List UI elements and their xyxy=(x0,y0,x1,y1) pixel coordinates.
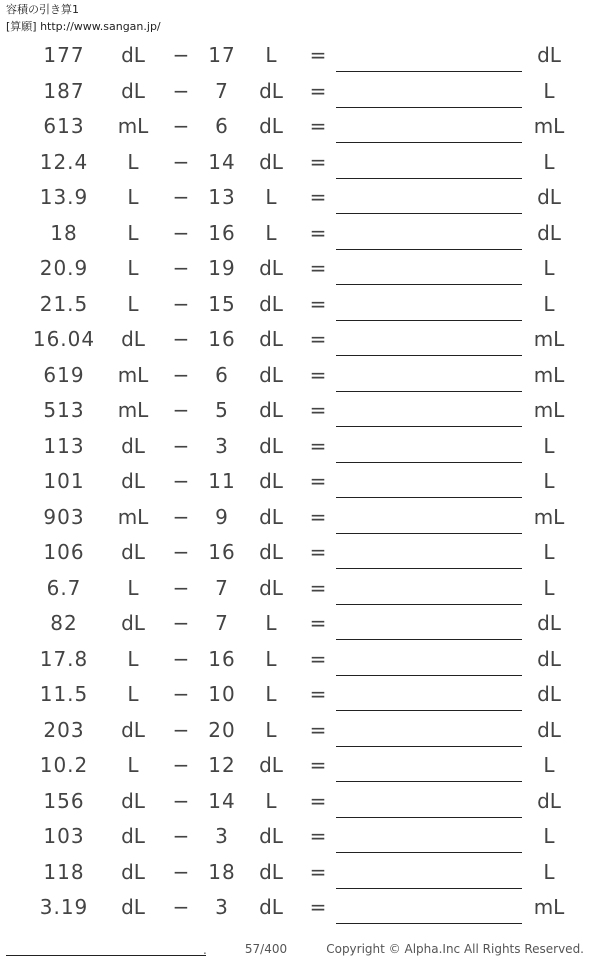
answer-unit: dL xyxy=(537,788,561,813)
answer-blank[interactable] xyxy=(336,152,522,179)
first-value: 106 xyxy=(43,540,85,564)
first-value: 10.2 xyxy=(39,753,89,777)
minus-sign: − xyxy=(172,788,190,813)
answer-unit: mL xyxy=(533,398,565,422)
answer-blank[interactable] xyxy=(336,862,522,889)
problem-row xyxy=(0,37,600,73)
minus-sign: − xyxy=(172,43,190,67)
minus-sign: − xyxy=(172,575,190,600)
first-unit: mL xyxy=(117,504,149,529)
answer-unit: L xyxy=(543,753,555,777)
first-unit: dL xyxy=(121,433,145,458)
answer-unit: L xyxy=(543,469,555,493)
footer-dot: . xyxy=(203,943,207,957)
minus-sign: − xyxy=(172,291,190,316)
second-value: 10 xyxy=(208,682,236,706)
first-value: 118 xyxy=(43,859,85,884)
answer-unit: mL xyxy=(533,327,565,351)
second-unit: dL xyxy=(259,149,283,174)
equals-sign: = xyxy=(309,682,327,706)
problem-row xyxy=(0,854,600,890)
second-value: 3 xyxy=(215,895,229,919)
worksheet-title: 容積の引き算1 xyxy=(6,3,79,16)
problem-row xyxy=(0,392,600,428)
second-value: 16 xyxy=(208,220,236,245)
second-unit: dL xyxy=(259,433,283,458)
first-unit: dL xyxy=(121,469,145,493)
equals-sign: = xyxy=(309,114,327,138)
first-unit: mL xyxy=(117,362,149,387)
page-number: 57/400 xyxy=(244,942,288,956)
problem-row xyxy=(0,747,600,783)
first-unit: L xyxy=(127,291,139,316)
minus-sign: − xyxy=(172,149,190,174)
first-unit: L xyxy=(127,575,139,600)
second-unit: dL xyxy=(259,859,283,884)
equals-sign: = xyxy=(309,717,327,742)
first-value: 18 xyxy=(50,220,78,245)
problem-row xyxy=(0,357,600,393)
answer-blank[interactable] xyxy=(336,400,522,427)
second-unit: L xyxy=(265,185,277,209)
first-value: 11.5 xyxy=(39,682,89,706)
answer-blank[interactable] xyxy=(336,436,522,463)
problem-row xyxy=(0,215,600,251)
answer-blank[interactable] xyxy=(336,684,522,711)
second-unit: dL xyxy=(259,753,283,777)
first-unit: dL xyxy=(121,859,145,884)
answer-blank[interactable] xyxy=(336,542,522,569)
problem-row xyxy=(0,712,600,748)
problem-row xyxy=(0,73,600,109)
equals-sign: = xyxy=(309,504,327,529)
first-value: 13.9 xyxy=(39,185,89,209)
answer-unit: mL xyxy=(533,504,565,529)
second-value: 17 xyxy=(208,43,236,67)
minus-sign: − xyxy=(172,859,190,884)
minus-sign: − xyxy=(172,540,190,564)
answer-unit: L xyxy=(543,256,555,280)
second-unit: dL xyxy=(259,114,283,138)
answer-unit: L xyxy=(543,433,555,458)
answer-unit: dL xyxy=(537,220,561,245)
minus-sign: − xyxy=(172,682,190,706)
answer-unit: L xyxy=(543,824,555,848)
second-unit: dL xyxy=(259,540,283,564)
first-value: 21.5 xyxy=(39,291,89,316)
first-unit: dL xyxy=(121,717,145,742)
equals-sign: = xyxy=(309,362,327,387)
answer-blank[interactable] xyxy=(336,187,522,214)
answer-unit: mL xyxy=(533,114,565,138)
second-value: 12 xyxy=(208,753,236,777)
answer-unit: L xyxy=(543,540,555,564)
equals-sign: = xyxy=(309,256,327,280)
first-unit: dL xyxy=(121,327,145,351)
equals-sign: = xyxy=(309,469,327,493)
first-unit: mL xyxy=(117,398,149,422)
answer-blank[interactable] xyxy=(336,329,522,356)
second-value: 19 xyxy=(208,256,236,280)
second-value: 11 xyxy=(208,469,236,493)
equals-sign: = xyxy=(309,646,327,671)
problem-row xyxy=(0,250,600,286)
problem-row xyxy=(0,783,600,819)
answer-blank[interactable] xyxy=(336,649,522,676)
second-unit: dL xyxy=(259,469,283,493)
problem-row xyxy=(0,570,600,606)
second-value: 14 xyxy=(208,149,236,174)
problem-row xyxy=(0,144,600,180)
answer-blank[interactable] xyxy=(336,471,522,498)
first-value: 17.8 xyxy=(39,646,89,671)
equals-sign: = xyxy=(309,149,327,174)
answer-blank[interactable] xyxy=(336,578,522,605)
first-unit: dL xyxy=(121,611,145,635)
first-unit: L xyxy=(127,220,139,245)
second-value: 16 xyxy=(208,540,236,564)
footer xyxy=(0,940,600,962)
equals-sign: = xyxy=(309,824,327,848)
answer-blank[interactable] xyxy=(336,507,522,534)
problem-row xyxy=(0,499,600,535)
second-value: 3 xyxy=(215,824,229,848)
equals-sign: = xyxy=(309,540,327,564)
minus-sign: − xyxy=(172,469,190,493)
first-unit: L xyxy=(127,256,139,280)
second-unit: L xyxy=(265,611,277,635)
problem-row xyxy=(0,286,600,322)
second-value: 14 xyxy=(208,788,236,813)
answer-blank[interactable] xyxy=(336,45,522,72)
equals-sign: = xyxy=(309,575,327,600)
minus-sign: − xyxy=(172,362,190,387)
answer-unit: L xyxy=(543,859,555,884)
problem-row xyxy=(0,605,600,641)
first-value: 6.7 xyxy=(46,575,82,600)
equals-sign: = xyxy=(309,43,327,67)
problem-row xyxy=(0,179,600,215)
first-value: 903 xyxy=(43,504,85,529)
minus-sign: − xyxy=(172,504,190,529)
first-value: 12.4 xyxy=(39,149,89,174)
first-unit: L xyxy=(127,682,139,706)
second-unit: L xyxy=(265,646,277,671)
problem-list xyxy=(0,37,600,925)
problem-row xyxy=(0,428,600,464)
answer-blank[interactable] xyxy=(336,223,522,250)
equals-sign: = xyxy=(309,398,327,422)
second-unit: dL xyxy=(259,895,283,919)
answer-unit: dL xyxy=(537,185,561,209)
first-unit: mL xyxy=(117,114,149,138)
first-value: 177 xyxy=(43,43,85,67)
answer-blank[interactable] xyxy=(336,613,522,640)
first-value: 82 xyxy=(50,611,78,635)
first-value: 156 xyxy=(43,788,85,813)
minus-sign: − xyxy=(172,220,190,245)
second-value: 7 xyxy=(215,611,229,635)
second-unit: dL xyxy=(259,78,283,103)
second-unit: dL xyxy=(259,256,283,280)
minus-sign: − xyxy=(172,824,190,848)
first-value: 203 xyxy=(43,717,85,742)
answer-unit: dL xyxy=(537,43,561,67)
minus-sign: − xyxy=(172,398,190,422)
minus-sign: − xyxy=(172,78,190,103)
second-value: 13 xyxy=(208,185,236,209)
problem-row xyxy=(0,534,600,570)
second-value: 3 xyxy=(215,433,229,458)
equals-sign: = xyxy=(309,859,327,884)
answer-unit: mL xyxy=(533,895,565,919)
first-unit: dL xyxy=(121,78,145,103)
answer-blank[interactable] xyxy=(336,294,522,321)
second-unit: L xyxy=(265,788,277,813)
first-unit: L xyxy=(127,646,139,671)
second-unit: L xyxy=(265,682,277,706)
name-line xyxy=(6,955,206,956)
second-unit: L xyxy=(265,220,277,245)
answer-blank[interactable] xyxy=(336,755,522,782)
minus-sign: − xyxy=(172,433,190,458)
first-value: 619 xyxy=(43,362,85,387)
minus-sign: − xyxy=(172,114,190,138)
second-value: 20 xyxy=(208,717,236,742)
second-value: 16 xyxy=(208,327,236,351)
source-link[interactable]: [算願] http://www.sangan.jp/ xyxy=(6,20,161,33)
problem-row xyxy=(0,889,600,925)
minus-sign: − xyxy=(172,256,190,280)
answer-blank[interactable] xyxy=(336,791,522,818)
answer-blank[interactable] xyxy=(336,365,522,392)
minus-sign: − xyxy=(172,185,190,209)
second-value: 9 xyxy=(215,504,229,529)
second-value: 6 xyxy=(215,362,229,387)
problem-row xyxy=(0,321,600,357)
problem-row xyxy=(0,108,600,144)
second-unit: dL xyxy=(259,291,283,316)
copyright: Copyright © Alpha.Inc All Rights Reserved. xyxy=(326,942,584,956)
equals-sign: = xyxy=(309,185,327,209)
first-unit: dL xyxy=(121,540,145,564)
answer-unit: dL xyxy=(537,717,561,742)
first-unit: dL xyxy=(121,824,145,848)
second-unit: dL xyxy=(259,824,283,848)
equals-sign: = xyxy=(309,78,327,103)
answer-blank[interactable] xyxy=(336,258,522,285)
second-value: 7 xyxy=(215,575,229,600)
answer-blank[interactable] xyxy=(336,826,522,853)
first-value: 613 xyxy=(43,114,85,138)
second-unit: dL xyxy=(259,327,283,351)
first-value: 103 xyxy=(43,824,85,848)
equals-sign: = xyxy=(309,895,327,919)
answer-blank[interactable] xyxy=(336,897,522,924)
first-value: 113 xyxy=(43,433,85,458)
answer-unit: dL xyxy=(537,682,561,706)
equals-sign: = xyxy=(309,327,327,351)
answer-blank[interactable] xyxy=(336,81,522,108)
problem-row xyxy=(0,641,600,677)
answer-unit: mL xyxy=(533,362,565,387)
answer-unit: L xyxy=(543,291,555,316)
second-unit: dL xyxy=(259,504,283,529)
equals-sign: = xyxy=(309,433,327,458)
first-unit: L xyxy=(127,149,139,174)
second-value: 5 xyxy=(215,398,229,422)
problem-row xyxy=(0,463,600,499)
first-value: 101 xyxy=(43,469,85,493)
first-value: 187 xyxy=(43,78,85,103)
minus-sign: − xyxy=(172,646,190,671)
equals-sign: = xyxy=(309,788,327,813)
problem-row xyxy=(0,818,600,854)
answer-unit: L xyxy=(543,575,555,600)
second-unit: L xyxy=(265,717,277,742)
equals-sign: = xyxy=(309,220,327,245)
answer-blank[interactable] xyxy=(336,116,522,143)
minus-sign: − xyxy=(172,717,190,742)
equals-sign: = xyxy=(309,291,327,316)
first-unit: L xyxy=(127,753,139,777)
answer-unit: dL xyxy=(537,646,561,671)
first-value: 20.9 xyxy=(39,256,89,280)
second-unit: dL xyxy=(259,362,283,387)
problem-row xyxy=(0,676,600,712)
second-value: 18 xyxy=(208,859,236,884)
equals-sign: = xyxy=(309,611,327,635)
second-unit: L xyxy=(265,43,277,67)
first-unit: L xyxy=(127,185,139,209)
second-value: 7 xyxy=(215,78,229,103)
first-value: 513 xyxy=(43,398,85,422)
second-unit: dL xyxy=(259,398,283,422)
minus-sign: − xyxy=(172,327,190,351)
first-unit: dL xyxy=(121,895,145,919)
first-value: 3.19 xyxy=(39,895,89,919)
answer-unit: L xyxy=(543,149,555,174)
second-value: 6 xyxy=(215,114,229,138)
minus-sign: − xyxy=(172,611,190,635)
minus-sign: − xyxy=(172,895,190,919)
answer-blank[interactable] xyxy=(336,720,522,747)
second-unit: dL xyxy=(259,575,283,600)
second-value: 16 xyxy=(208,646,236,671)
answer-unit: dL xyxy=(537,611,561,635)
answer-unit: L xyxy=(543,78,555,103)
first-value: 16.04 xyxy=(32,327,96,351)
equals-sign: = xyxy=(309,753,327,777)
first-unit: dL xyxy=(121,788,145,813)
minus-sign: − xyxy=(172,753,190,777)
second-value: 15 xyxy=(208,291,236,316)
first-unit: dL xyxy=(121,43,145,67)
